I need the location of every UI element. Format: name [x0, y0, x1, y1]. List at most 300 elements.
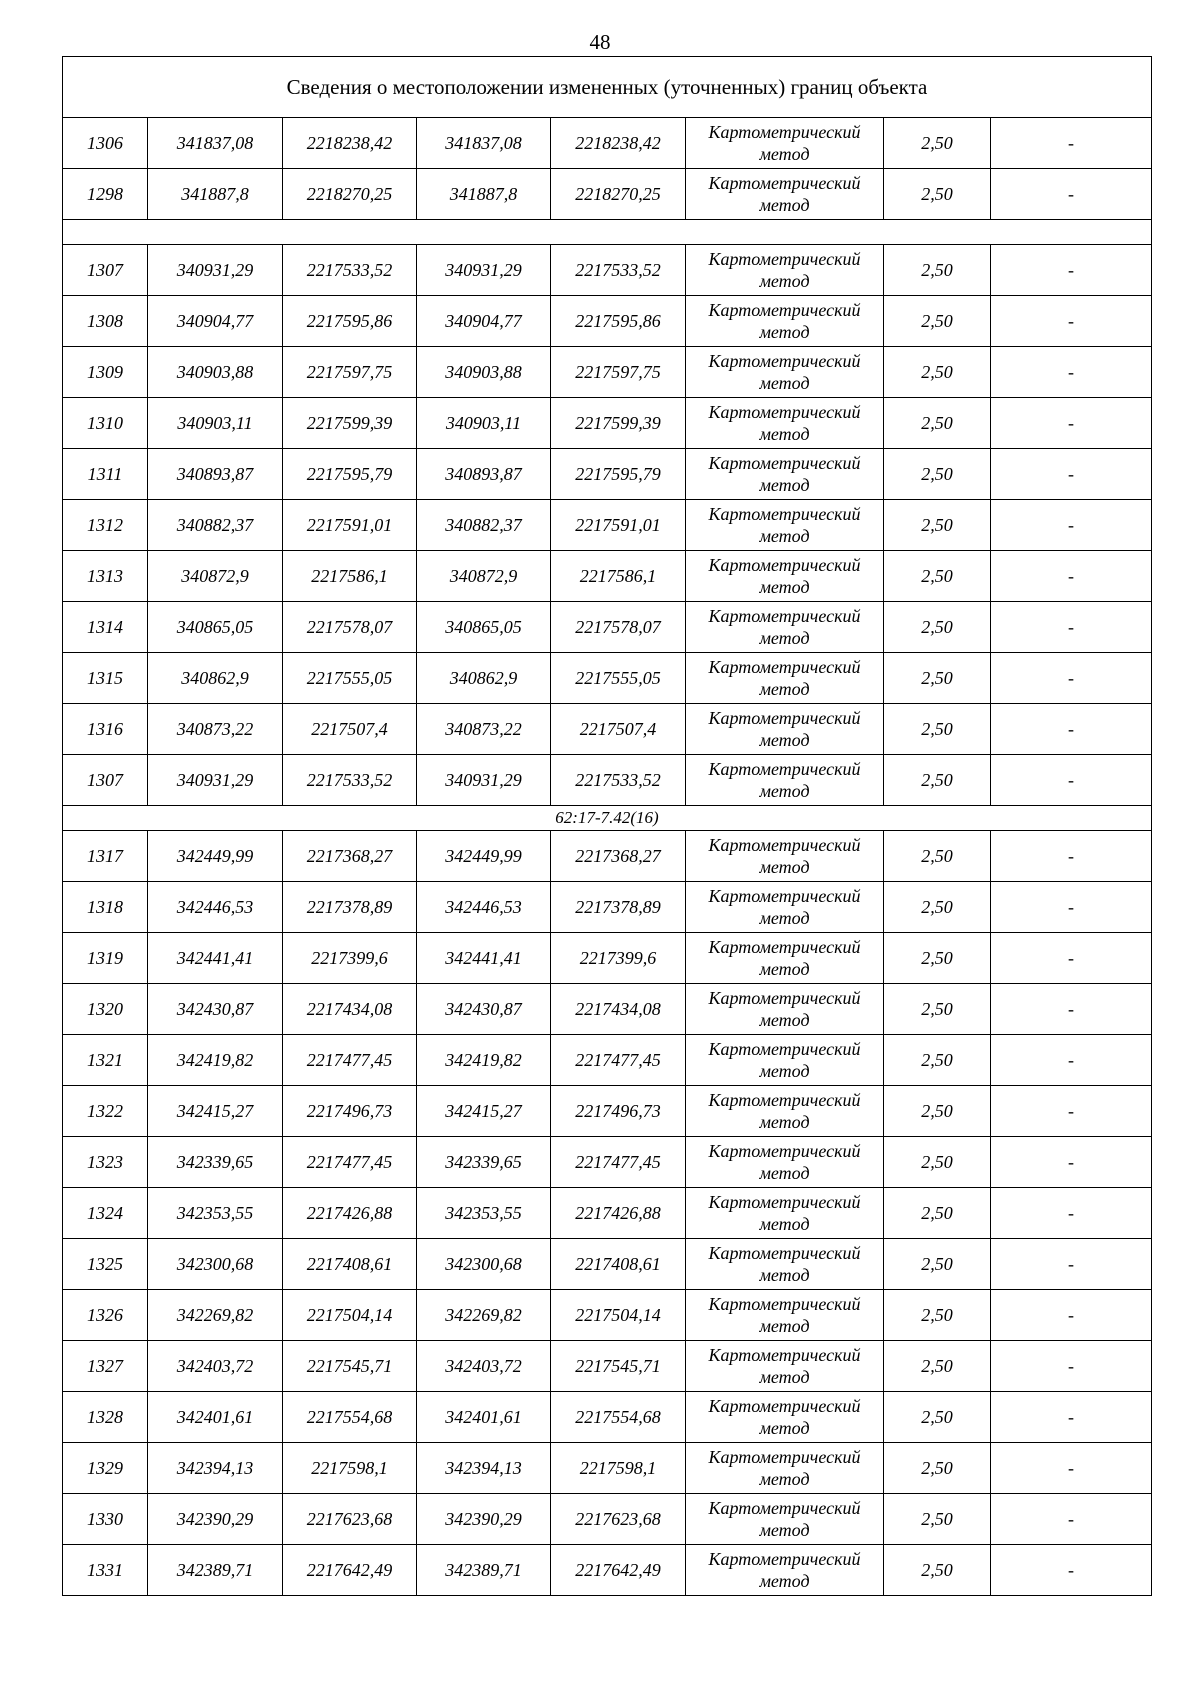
- table-row: [63, 933, 1152, 984]
- table-row: [63, 602, 1152, 653]
- method-line-2: метод: [759, 1316, 810, 1336]
- existing-x-cell: 340904,77: [148, 296, 283, 347]
- point-number-cell: 1313: [63, 551, 148, 602]
- table-row: [63, 704, 1152, 755]
- method-cell: [686, 1239, 884, 1290]
- refined-y-cell: 2217507,4: [551, 704, 686, 755]
- point-number-cell: 1311: [63, 449, 148, 500]
- description-cell: -: [991, 500, 1152, 551]
- existing-y-cell: 2218238,42: [283, 118, 417, 169]
- point-number-cell: 1315: [63, 653, 148, 704]
- table-row: [63, 449, 1152, 500]
- point-number-cell: 1317: [63, 831, 148, 882]
- method-line-2: метод: [759, 271, 810, 291]
- method-line-2: метод: [759, 577, 810, 597]
- refined-y-cell: 2217599,39: [551, 398, 686, 449]
- refined-x-cell: 340862,9: [417, 653, 551, 704]
- method-cell: [686, 449, 884, 500]
- existing-x-cell: 342446,53: [148, 882, 283, 933]
- table-row: [63, 398, 1152, 449]
- accuracy-cell: 2,50: [884, 1443, 991, 1494]
- accuracy-cell: 2,50: [884, 704, 991, 755]
- method-line-2: метод: [759, 424, 810, 444]
- accuracy-cell: 2,50: [884, 551, 991, 602]
- table-row: [63, 1188, 1152, 1239]
- point-number-cell: 1319: [63, 933, 148, 984]
- existing-x-cell: 340903,11: [148, 398, 283, 449]
- method-line-1: Картометрический: [708, 351, 861, 371]
- refined-y-cell: 2217595,86: [551, 296, 686, 347]
- description-cell: -: [991, 118, 1152, 169]
- existing-x-cell: 342269,82: [148, 1290, 283, 1341]
- accuracy-cell: 2,50: [884, 1494, 991, 1545]
- method-line-1: Картометрический: [708, 708, 861, 728]
- existing-x-cell: 340862,9: [148, 653, 283, 704]
- description-cell: -: [991, 653, 1152, 704]
- description-cell: -: [991, 169, 1152, 220]
- refined-x-cell: 340904,77: [417, 296, 551, 347]
- method-line-2: метод: [759, 1469, 810, 1489]
- point-number-cell: 1329: [63, 1443, 148, 1494]
- existing-x-cell: 342449,99: [148, 831, 283, 882]
- refined-y-cell: 2217555,05: [551, 653, 686, 704]
- accuracy-cell: 2,50: [884, 1341, 991, 1392]
- existing-y-cell: 2217399,6: [283, 933, 417, 984]
- refined-y-cell: 2217408,61: [551, 1239, 686, 1290]
- method-cell: [686, 653, 884, 704]
- refined-x-cell: 340893,87: [417, 449, 551, 500]
- refined-y-cell: 2217533,52: [551, 245, 686, 296]
- existing-y-cell: 2217378,89: [283, 882, 417, 933]
- table-row: [63, 1545, 1152, 1596]
- description-cell: -: [991, 1188, 1152, 1239]
- description-cell: -: [991, 984, 1152, 1035]
- table-row: [63, 1494, 1152, 1545]
- method-line-1: Картометрический: [708, 555, 861, 575]
- method-line-1: Картометрический: [708, 453, 861, 473]
- existing-y-cell: 2217533,52: [283, 245, 417, 296]
- accuracy-cell: 2,50: [884, 1137, 991, 1188]
- description-cell: -: [991, 1545, 1152, 1596]
- method-cell: [686, 602, 884, 653]
- method-line-1: Картометрический: [708, 1090, 861, 1110]
- table-row: [63, 245, 1152, 296]
- accuracy-cell: 2,50: [884, 118, 991, 169]
- existing-y-cell: 2218270,25: [283, 169, 417, 220]
- table-row: [63, 1392, 1152, 1443]
- point-number-cell: 1307: [63, 245, 148, 296]
- description-cell: -: [991, 347, 1152, 398]
- accuracy-cell: 2,50: [884, 1392, 991, 1443]
- accuracy-cell: 2,50: [884, 882, 991, 933]
- method-cell: [686, 933, 884, 984]
- refined-x-cell: 340903,88: [417, 347, 551, 398]
- point-number-cell: 1314: [63, 602, 148, 653]
- description-cell: -: [991, 398, 1152, 449]
- method-cell: [686, 831, 884, 882]
- point-number-cell: 1308: [63, 296, 148, 347]
- method-cell: [686, 882, 884, 933]
- method-line-2: метод: [759, 526, 810, 546]
- existing-y-cell: 2217554,68: [283, 1392, 417, 1443]
- existing-y-cell: 2217586,1: [283, 551, 417, 602]
- accuracy-cell: 2,50: [884, 1035, 991, 1086]
- method-line-2: метод: [759, 1010, 810, 1030]
- method-line-2: метод: [759, 908, 810, 928]
- existing-y-cell: 2217477,45: [283, 1035, 417, 1086]
- refined-y-cell: 2217597,75: [551, 347, 686, 398]
- existing-y-cell: 2217426,88: [283, 1188, 417, 1239]
- accuracy-cell: 2,50: [884, 1239, 991, 1290]
- accuracy-cell: 2,50: [884, 933, 991, 984]
- existing-x-cell: 342389,71: [148, 1545, 283, 1596]
- table-title: Сведения о местоположении измененных (уточненных) границ объекта: [63, 57, 1152, 118]
- method-line-1: Картометрический: [708, 1345, 861, 1365]
- refined-y-cell: 2217595,79: [551, 449, 686, 500]
- method-line-2: метод: [759, 322, 810, 342]
- table-row: [63, 551, 1152, 602]
- refined-x-cell: 342401,61: [417, 1392, 551, 1443]
- existing-y-cell: 2217507,4: [283, 704, 417, 755]
- accuracy-cell: 2,50: [884, 831, 991, 882]
- description-cell: -: [991, 1086, 1152, 1137]
- refined-x-cell: 342394,13: [417, 1443, 551, 1494]
- description-cell: -: [991, 831, 1152, 882]
- point-number-cell: 1322: [63, 1086, 148, 1137]
- refined-y-cell: 2217623,68: [551, 1494, 686, 1545]
- table-row: [63, 1035, 1152, 1086]
- existing-x-cell: 340882,37: [148, 500, 283, 551]
- accuracy-cell: 2,50: [884, 169, 991, 220]
- method-line-1: Картометрический: [708, 1294, 861, 1314]
- method-cell: [686, 1494, 884, 1545]
- refined-y-cell: 2217545,71: [551, 1341, 686, 1392]
- existing-x-cell: 342390,29: [148, 1494, 283, 1545]
- method-line-2: метод: [759, 373, 810, 393]
- method-line-1: Картометрический: [708, 1396, 861, 1416]
- method-line-2: метод: [759, 628, 810, 648]
- method-line-1: Картометрический: [708, 835, 861, 855]
- point-number-cell: 1318: [63, 882, 148, 933]
- existing-y-cell: 2217408,61: [283, 1239, 417, 1290]
- existing-x-cell: 342394,13: [148, 1443, 283, 1494]
- refined-x-cell: 340882,37: [417, 500, 551, 551]
- existing-x-cell: 342300,68: [148, 1239, 283, 1290]
- refined-y-cell: 2217642,49: [551, 1545, 686, 1596]
- refined-y-cell: 2217598,1: [551, 1443, 686, 1494]
- method-cell: [686, 1188, 884, 1239]
- method-cell: [686, 500, 884, 551]
- method-line-1: Картометрический: [708, 1243, 861, 1263]
- existing-y-cell: 2217599,39: [283, 398, 417, 449]
- description-cell: -: [991, 933, 1152, 984]
- existing-x-cell: 340931,29: [148, 755, 283, 806]
- existing-y-cell: 2217591,01: [283, 500, 417, 551]
- refined-y-cell: 2217434,08: [551, 984, 686, 1035]
- method-line-1: Картометрический: [708, 1039, 861, 1059]
- method-line-1: Картометрический: [708, 300, 861, 320]
- existing-y-cell: 2217595,86: [283, 296, 417, 347]
- accuracy-cell: 2,50: [884, 296, 991, 347]
- table-row: [63, 169, 1152, 220]
- refined-x-cell: 341837,08: [417, 118, 551, 169]
- existing-y-cell: 2217623,68: [283, 1494, 417, 1545]
- method-cell: [686, 551, 884, 602]
- refined-x-cell: 340865,05: [417, 602, 551, 653]
- table-row: [63, 1341, 1152, 1392]
- accuracy-cell: 2,50: [884, 1290, 991, 1341]
- point-number-cell: 1326: [63, 1290, 148, 1341]
- existing-y-cell: 2217597,75: [283, 347, 417, 398]
- refined-y-cell: 2217368,27: [551, 831, 686, 882]
- method-line-1: Картометрический: [708, 937, 861, 957]
- method-line-1: Картометрический: [708, 173, 861, 193]
- point-number-cell: 1309: [63, 347, 148, 398]
- method-line-1: Картометрический: [708, 988, 861, 1008]
- description-cell: -: [991, 704, 1152, 755]
- existing-y-cell: 2217578,07: [283, 602, 417, 653]
- method-line-1: Картометрический: [708, 249, 861, 269]
- method-cell: [686, 1392, 884, 1443]
- description-cell: -: [991, 1341, 1152, 1392]
- method-line-2: метод: [759, 144, 810, 164]
- method-line-2: метод: [759, 1112, 810, 1132]
- method-cell: [686, 704, 884, 755]
- refined-x-cell: 340872,9: [417, 551, 551, 602]
- table-row: [63, 296, 1152, 347]
- method-line-1: Картометрический: [708, 606, 861, 626]
- refined-y-cell: 2217477,45: [551, 1137, 686, 1188]
- existing-x-cell: 342339,65: [148, 1137, 283, 1188]
- method-line-2: метод: [759, 781, 810, 801]
- method-line-2: метод: [759, 1520, 810, 1540]
- method-cell: [686, 398, 884, 449]
- method-line-1: Картометрический: [708, 657, 861, 677]
- existing-y-cell: 2217533,52: [283, 755, 417, 806]
- refined-y-cell: 2217504,14: [551, 1290, 686, 1341]
- accuracy-cell: 2,50: [884, 602, 991, 653]
- refined-x-cell: 340931,29: [417, 245, 551, 296]
- refined-x-cell: 342415,27: [417, 1086, 551, 1137]
- method-line-1: Картометрический: [708, 122, 861, 142]
- method-line-1: Картометрический: [708, 1498, 861, 1518]
- method-line-1: Картометрический: [708, 759, 861, 779]
- existing-x-cell: 340865,05: [148, 602, 283, 653]
- point-number-cell: 1316: [63, 704, 148, 755]
- refined-x-cell: 342353,55: [417, 1188, 551, 1239]
- refined-y-cell: 2217477,45: [551, 1035, 686, 1086]
- table-row: [63, 1290, 1152, 1341]
- point-number-cell: 1328: [63, 1392, 148, 1443]
- table-row: [63, 500, 1152, 551]
- point-number-cell: 1324: [63, 1188, 148, 1239]
- method-line-2: метод: [759, 857, 810, 877]
- table-row: [63, 1239, 1152, 1290]
- refined-y-cell: 2217378,89: [551, 882, 686, 933]
- refined-x-cell: 342441,41: [417, 933, 551, 984]
- table-row: [63, 882, 1152, 933]
- existing-x-cell: 342403,72: [148, 1341, 283, 1392]
- description-cell: -: [991, 1443, 1152, 1494]
- method-cell: [686, 296, 884, 347]
- refined-x-cell: 342339,65: [417, 1137, 551, 1188]
- refined-x-cell: 342269,82: [417, 1290, 551, 1341]
- method-line-2: метод: [759, 1214, 810, 1234]
- existing-x-cell: 341837,08: [148, 118, 283, 169]
- existing-x-cell: 342353,55: [148, 1188, 283, 1239]
- refined-y-cell: 2217496,73: [551, 1086, 686, 1137]
- method-line-2: метод: [759, 730, 810, 750]
- existing-y-cell: 2217434,08: [283, 984, 417, 1035]
- refined-x-cell: 340931,29: [417, 755, 551, 806]
- point-number-cell: 1298: [63, 169, 148, 220]
- existing-x-cell: 342401,61: [148, 1392, 283, 1443]
- refined-y-cell: 2218270,25: [551, 169, 686, 220]
- method-line-1: Картометрический: [708, 504, 861, 524]
- refined-x-cell: 342430,87: [417, 984, 551, 1035]
- existing-x-cell: 342415,27: [148, 1086, 283, 1137]
- accuracy-cell: 2,50: [884, 347, 991, 398]
- section-label: 62:17-7.42(16): [63, 806, 1152, 831]
- description-cell: -: [991, 551, 1152, 602]
- refined-x-cell: 342403,72: [417, 1341, 551, 1392]
- point-number-cell: 1331: [63, 1545, 148, 1596]
- method-cell: [686, 1137, 884, 1188]
- point-number-cell: 1310: [63, 398, 148, 449]
- method-line-2: метод: [759, 1571, 810, 1591]
- method-cell: [686, 755, 884, 806]
- description-cell: -: [991, 449, 1152, 500]
- description-cell: -: [991, 1239, 1152, 1290]
- accuracy-cell: 2,50: [884, 1086, 991, 1137]
- description-cell: -: [991, 1494, 1152, 1545]
- existing-y-cell: 2217504,14: [283, 1290, 417, 1341]
- existing-x-cell: 342419,82: [148, 1035, 283, 1086]
- method-cell: [686, 1290, 884, 1341]
- method-line-2: метод: [759, 475, 810, 495]
- section-header-row: [63, 806, 1152, 831]
- accuracy-cell: 2,50: [884, 245, 991, 296]
- description-cell: -: [991, 882, 1152, 933]
- description-cell: -: [991, 755, 1152, 806]
- table-row: [63, 347, 1152, 398]
- refined-x-cell: 342300,68: [417, 1239, 551, 1290]
- existing-x-cell: 342430,87: [148, 984, 283, 1035]
- accuracy-cell: 2,50: [884, 984, 991, 1035]
- method-cell: [686, 1086, 884, 1137]
- description-cell: -: [991, 296, 1152, 347]
- table-row: [63, 118, 1152, 169]
- method-cell: [686, 1341, 884, 1392]
- refined-y-cell: 2217586,1: [551, 551, 686, 602]
- method-cell: [686, 984, 884, 1035]
- method-line-2: метод: [759, 1418, 810, 1438]
- existing-y-cell: 2217598,1: [283, 1443, 417, 1494]
- table-row: [63, 1443, 1152, 1494]
- separator-cell: [63, 220, 1152, 245]
- table-row: [63, 653, 1152, 704]
- method-line-2: метод: [759, 679, 810, 699]
- accuracy-cell: 2,50: [884, 398, 991, 449]
- method-line-2: метод: [759, 959, 810, 979]
- refined-x-cell: 340873,22: [417, 704, 551, 755]
- refined-y-cell: 2217591,01: [551, 500, 686, 551]
- refined-y-cell: 2217399,6: [551, 933, 686, 984]
- table-row: [63, 831, 1152, 882]
- refined-x-cell: 340903,11: [417, 398, 551, 449]
- existing-y-cell: 2217545,71: [283, 1341, 417, 1392]
- description-cell: -: [991, 602, 1152, 653]
- refined-x-cell: 342446,53: [417, 882, 551, 933]
- page-number: 48: [589, 30, 611, 54]
- refined-x-cell: 342390,29: [417, 1494, 551, 1545]
- method-line-2: метод: [759, 1061, 810, 1081]
- existing-y-cell: 2217555,05: [283, 653, 417, 704]
- method-cell: [686, 1545, 884, 1596]
- refined-y-cell: 2217426,88: [551, 1188, 686, 1239]
- separator-row: [63, 220, 1152, 245]
- existing-x-cell: 340893,87: [148, 449, 283, 500]
- method-cell: [686, 1035, 884, 1086]
- refined-x-cell: 341887,8: [417, 169, 551, 220]
- existing-x-cell: 340931,29: [148, 245, 283, 296]
- refined-y-cell: 2217578,07: [551, 602, 686, 653]
- method-cell: [686, 118, 884, 169]
- method-cell: [686, 245, 884, 296]
- point-number-cell: 1325: [63, 1239, 148, 1290]
- method-line-1: Картометрический: [708, 886, 861, 906]
- existing-y-cell: 2217642,49: [283, 1545, 417, 1596]
- point-number-cell: 1323: [63, 1137, 148, 1188]
- existing-x-cell: 340873,22: [148, 704, 283, 755]
- point-number-cell: 1321: [63, 1035, 148, 1086]
- table-row: [63, 755, 1152, 806]
- accuracy-cell: 2,50: [884, 449, 991, 500]
- method-line-2: метод: [759, 1367, 810, 1387]
- point-number-cell: 1330: [63, 1494, 148, 1545]
- method-cell: [686, 1443, 884, 1494]
- method-cell: [686, 347, 884, 398]
- method-line-1: Картометрический: [708, 1549, 861, 1569]
- table-row: [63, 1086, 1152, 1137]
- table-row: [63, 1137, 1152, 1188]
- existing-y-cell: 2217496,73: [283, 1086, 417, 1137]
- method-line-1: Картометрический: [708, 402, 861, 422]
- existing-x-cell: 341887,8: [148, 169, 283, 220]
- method-line-2: метод: [759, 1163, 810, 1183]
- existing-y-cell: 2217477,45: [283, 1137, 417, 1188]
- accuracy-cell: 2,50: [884, 500, 991, 551]
- refined-y-cell: 2217533,52: [551, 755, 686, 806]
- existing-y-cell: 2217368,27: [283, 831, 417, 882]
- description-cell: -: [991, 1035, 1152, 1086]
- existing-x-cell: 340872,9: [148, 551, 283, 602]
- accuracy-cell: 2,50: [884, 755, 991, 806]
- table-row: [63, 984, 1152, 1035]
- accuracy-cell: 2,50: [884, 1188, 991, 1239]
- point-number-cell: 1307: [63, 755, 148, 806]
- existing-x-cell: 342441,41: [148, 933, 283, 984]
- method-cell: [686, 169, 884, 220]
- existing-y-cell: 2217595,79: [283, 449, 417, 500]
- method-line-2: метод: [759, 195, 810, 215]
- refined-y-cell: 2217554,68: [551, 1392, 686, 1443]
- accuracy-cell: 2,50: [884, 653, 991, 704]
- method-line-2: метод: [759, 1265, 810, 1285]
- boundary-coordinates-table: [62, 56, 1152, 1596]
- accuracy-cell: 2,50: [884, 1545, 991, 1596]
- description-cell: -: [991, 1392, 1152, 1443]
